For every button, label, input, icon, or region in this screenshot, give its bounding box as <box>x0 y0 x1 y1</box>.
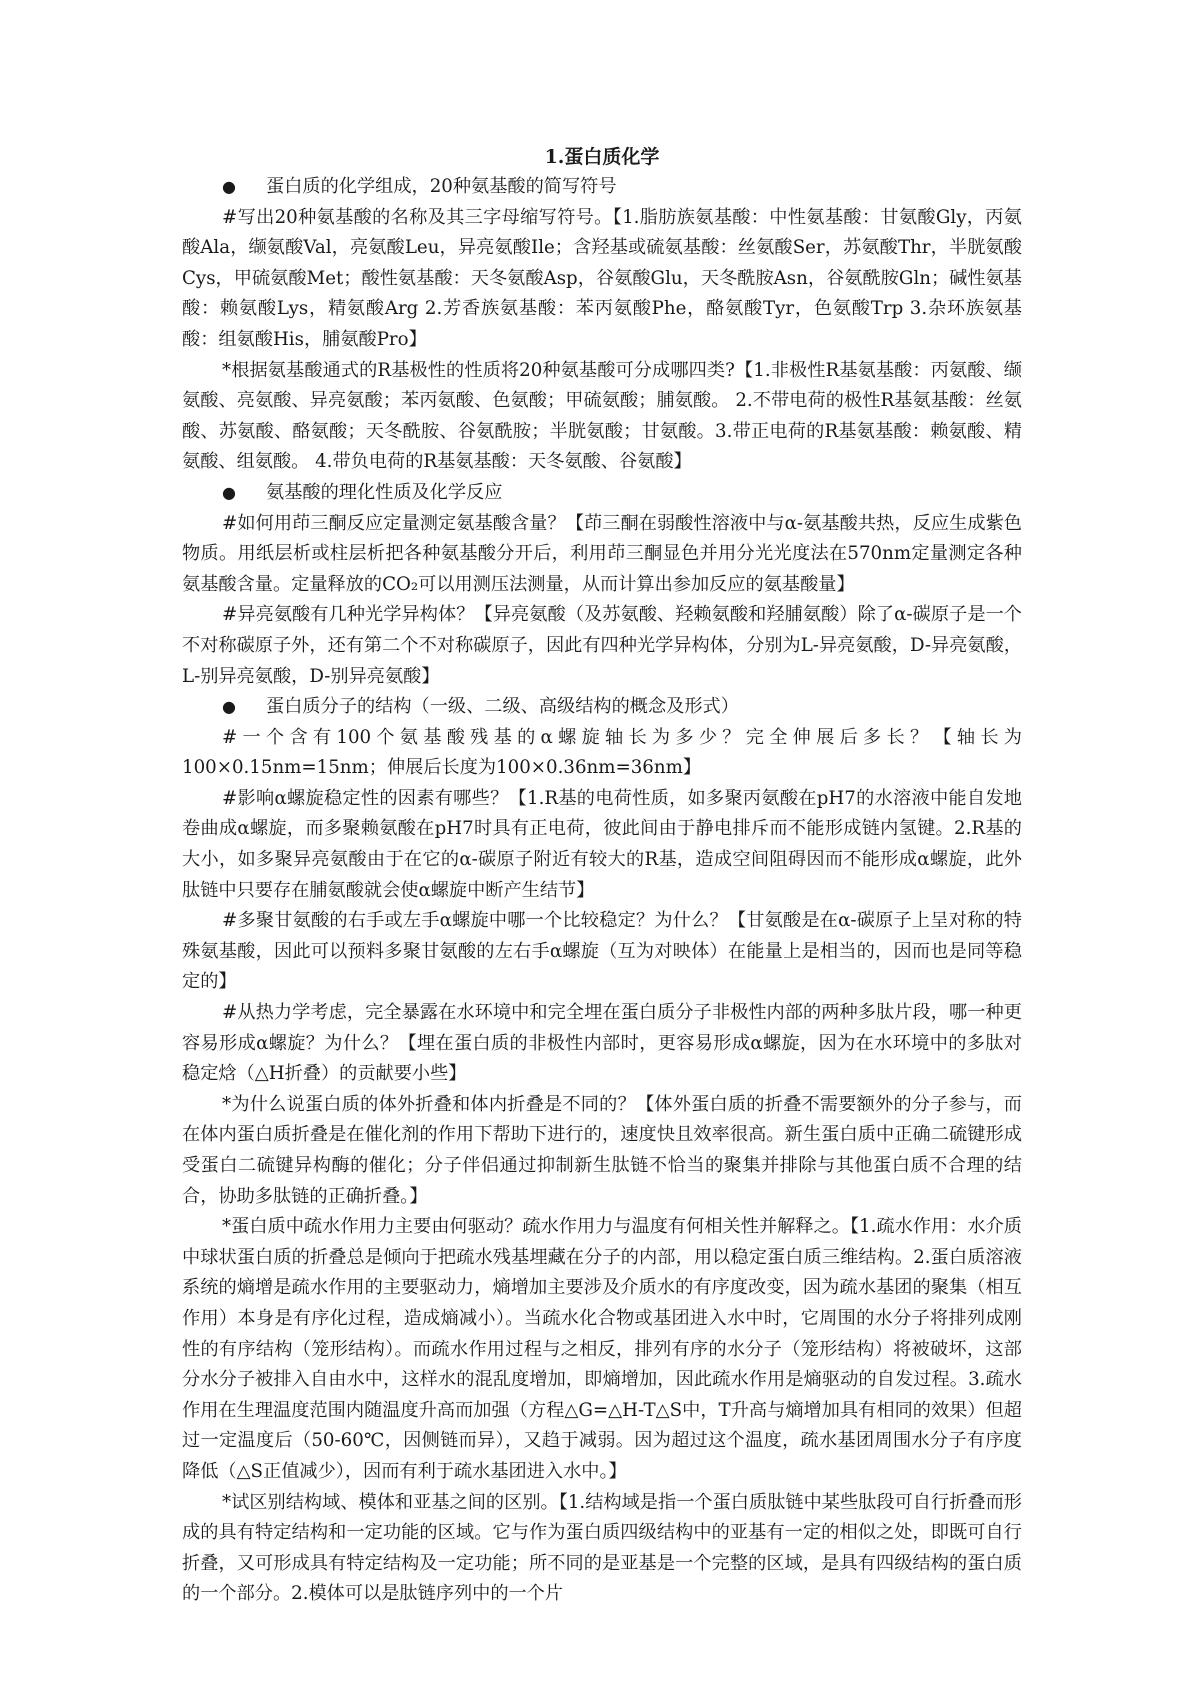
page-title: 1.蛋白质化学 <box>544 146 660 168</box>
section-heading <box>182 692 1022 723</box>
paragraph: *试区别结构域、模体和亚基之间的区别。【1.结构域是指一个蛋白质肽链中某些肽段可自行折叠而形成的具有特定结构和一定功能的区域。它与作为蛋白质四级结构中的亚基有一定的相似之处，即既可自行折叠，又可形成具有特定结构及一定功能；所不同的是亚基是一个完整的区域，是具有四级结构的蛋白质的一个部分。2.模体可以是肽链序列中的一个片 <box>182 1491 1022 1605</box>
bullet-icon: ● <box>222 697 236 717</box>
paragraph: #一个含有100个氨基酸残基的α螺旋轴长为多少？完全伸展后多长？【轴长为100×0.15nm=15nm；伸展后长度为100×0.36nm=36nm】 <box>182 726 1022 779</box>
bullet-icon: ● <box>222 177 236 196</box>
paragraph: #从热力学考虑，完全暴露在水环境中和完全埋在蛋白质分子非极性内部的两种多肽片段，哪一种更容易形成α螺旋？为什么？【埋在蛋白质的非极性内部时，更容易形成α螺旋，因为在水环境中的多肽对稳定焓（△H折叠）的贡献要小些】 <box>182 1002 1022 1085</box>
paragraph: #异亮氨酸有几种光学异构体？【异亮氨酸（及苏氨酸、羟赖氨酸和羟脯氨酸）除了α-碳原子是一个不对称碳原子外，还有第二个不对称碳原子，因此有四种光学异构体，分别为L-异亮氨酸，D-异亮氨酸，L-别异亮氨酸，D-别异亮氨酸】 <box>182 604 1022 687</box>
section-heading-text: 氨基酸的理化性质及化学反应 <box>266 481 503 503</box>
paragraph: #写出20种氨基酸的名称及其三字母缩写符号。【1.脂肪族氨基酸：中性氨基酸：甘氨酸Gly，丙氨酸Ala，缬氨酸Val，亮氨酸Leu，异亮氨酸Ile；含羟基或硫氨基酸：丝氨酸Ser，苏氨酸Thr，半胱氨酸Cys，甲硫氨酸Met；酸性氨基酸：天冬氨酸Asp，谷氨酸Glu，天冬酰胺Asn，谷氨酰胺Gln；碱性氨基酸：赖氨酸Lys，精氨酸Arg 2.芳香族氨基酸：苯丙氨酸Phe，酪氨酸Tyr，色氨酸Trp 3.杂环族氨基酸：组氨酸His，脯氨酸Pro】 <box>182 206 1022 350</box>
paragraph: #多聚甘氨酸的右手或左手α螺旋中哪一个比较稳定？为什么？【甘氨酸是在α-碳原子上呈对称的特殊氨基酸，因此可以预料多聚甘氨酸的左右手α螺旋（互为对映体）在能量上是相当的，因而也是同等稳定的】 <box>182 910 1022 993</box>
section-heading-text: 蛋白质的化学组成，20种氨基酸的简写符号 <box>266 176 617 197</box>
section-heading <box>182 478 1022 509</box>
paragraph: #如何用茚三酮反应定量测定氨基酸含量？【茚三酮在弱酸性溶液中与α-氨基酸共热，反应生成紫色物质。用纸层析或柱层析把各种氨基酸分开后，利用茚三酮显色并用分光光度法在570nm定量测定各种氨基酸含量。定量释放的CO₂可以用测压法测量，从而计算出参加反应的氨基酸量】 <box>182 512 1022 595</box>
paragraph: *蛋白质中疏水作用力主要由何驱动？疏水作用力与温度有何相关性并解释之。【1.疏水作用：水介质中球状蛋白质的折叠总是倾向于把疏水残基埋藏在分子的内部，用以稳定蛋白质三维结构。2.蛋白质溶液系统的熵增是疏水作用的主要驱动力，熵增加主要涉及介质水的有序度改变，因为疏水基团的聚集（相互作用）本身是有序化过程，造成熵减小）。当疏水化合物或基团进入水中时，它周围的水分子将排列成刚性的有序结构（笼形结构）。而疏水作用过程与之相反，排列有序的水分子（笼形结构）将被破坏，这部分水分子被排入自由水中，这样水的混乱度增加，即熵增加，因此疏水作用是熵驱动的自发过程。3.疏水作用在生理温度范围内随温度升高而加强（方程△G=△H-T△S中，T升高与熵增加具有相同的效果）但超过一定温度后（50-60℃，因侧链而异），又趋于减弱。因为超过这个温度，疏水基团周围水分子有序度降低（△S正值减少），因而有利于疏水基团进入水中。】 <box>182 1216 1022 1482</box>
paragraph: #影响α螺旋稳定性的因素有哪些？【1.R基的电荷性质，如多聚丙氨酸在pH7的水溶液中能自发地卷曲成α螺旋，而多聚赖氨酸在pH7时具有正电荷，彼此间由于静电排斥而不能形成链内氢键。2.R基的大小，如多聚异亮氨酸由于在它的α-碳原子附近有较大的R基，造成空间阻碍因而不能形成α螺旋，此外肽链中只要存在脯氨酸就会使α螺旋中断产生结节】 <box>182 787 1022 901</box>
paragraph: *根据氨基酸通式的R基极性的性质将20种氨基酸可分成哪四类?【1.非极性R基氨基酸：丙氨酸、缬氨酸、亮氨酸、异亮氨酸；苯丙氨酸、色氨酸；甲硫氨酸；脯氨酸。 2.不带电荷的极性R基氨基酸：丝氨酸、苏氨酸、酪氨酸；天冬酰胺、谷氨酰胺；半胱氨酸；甘氨酸。3.带正电荷的R基氨基酸：赖氨酸、精氨酸、组氨酸。 4.带负电荷的R基氨基酸：天冬氨酸、谷氨酸】 <box>182 359 1022 473</box>
section-heading-text: 蛋白质分子的结构（一级、二级、高级结构的概念及形式） <box>266 696 739 718</box>
section-heading <box>182 172 1022 203</box>
document-body <box>182 142 1022 1610</box>
bullet-icon: ● <box>222 482 236 502</box>
paragraph: *为什么说蛋白质的体外折叠和体内折叠是不同的？【体外蛋白质的折叠不需要额外的分子参与，而在体内蛋白质折叠是在催化剂的作用下帮助下进行的，速度快且效率很高。新生蛋白质中正确二硫键形成受蛋白二硫键异构酶的催化；分子伴侣通过抑制新生肽链不恰当的聚集并排除与其他蛋白质不合理的结合，协助多肽链的正确折叠。】 <box>182 1093 1022 1207</box>
